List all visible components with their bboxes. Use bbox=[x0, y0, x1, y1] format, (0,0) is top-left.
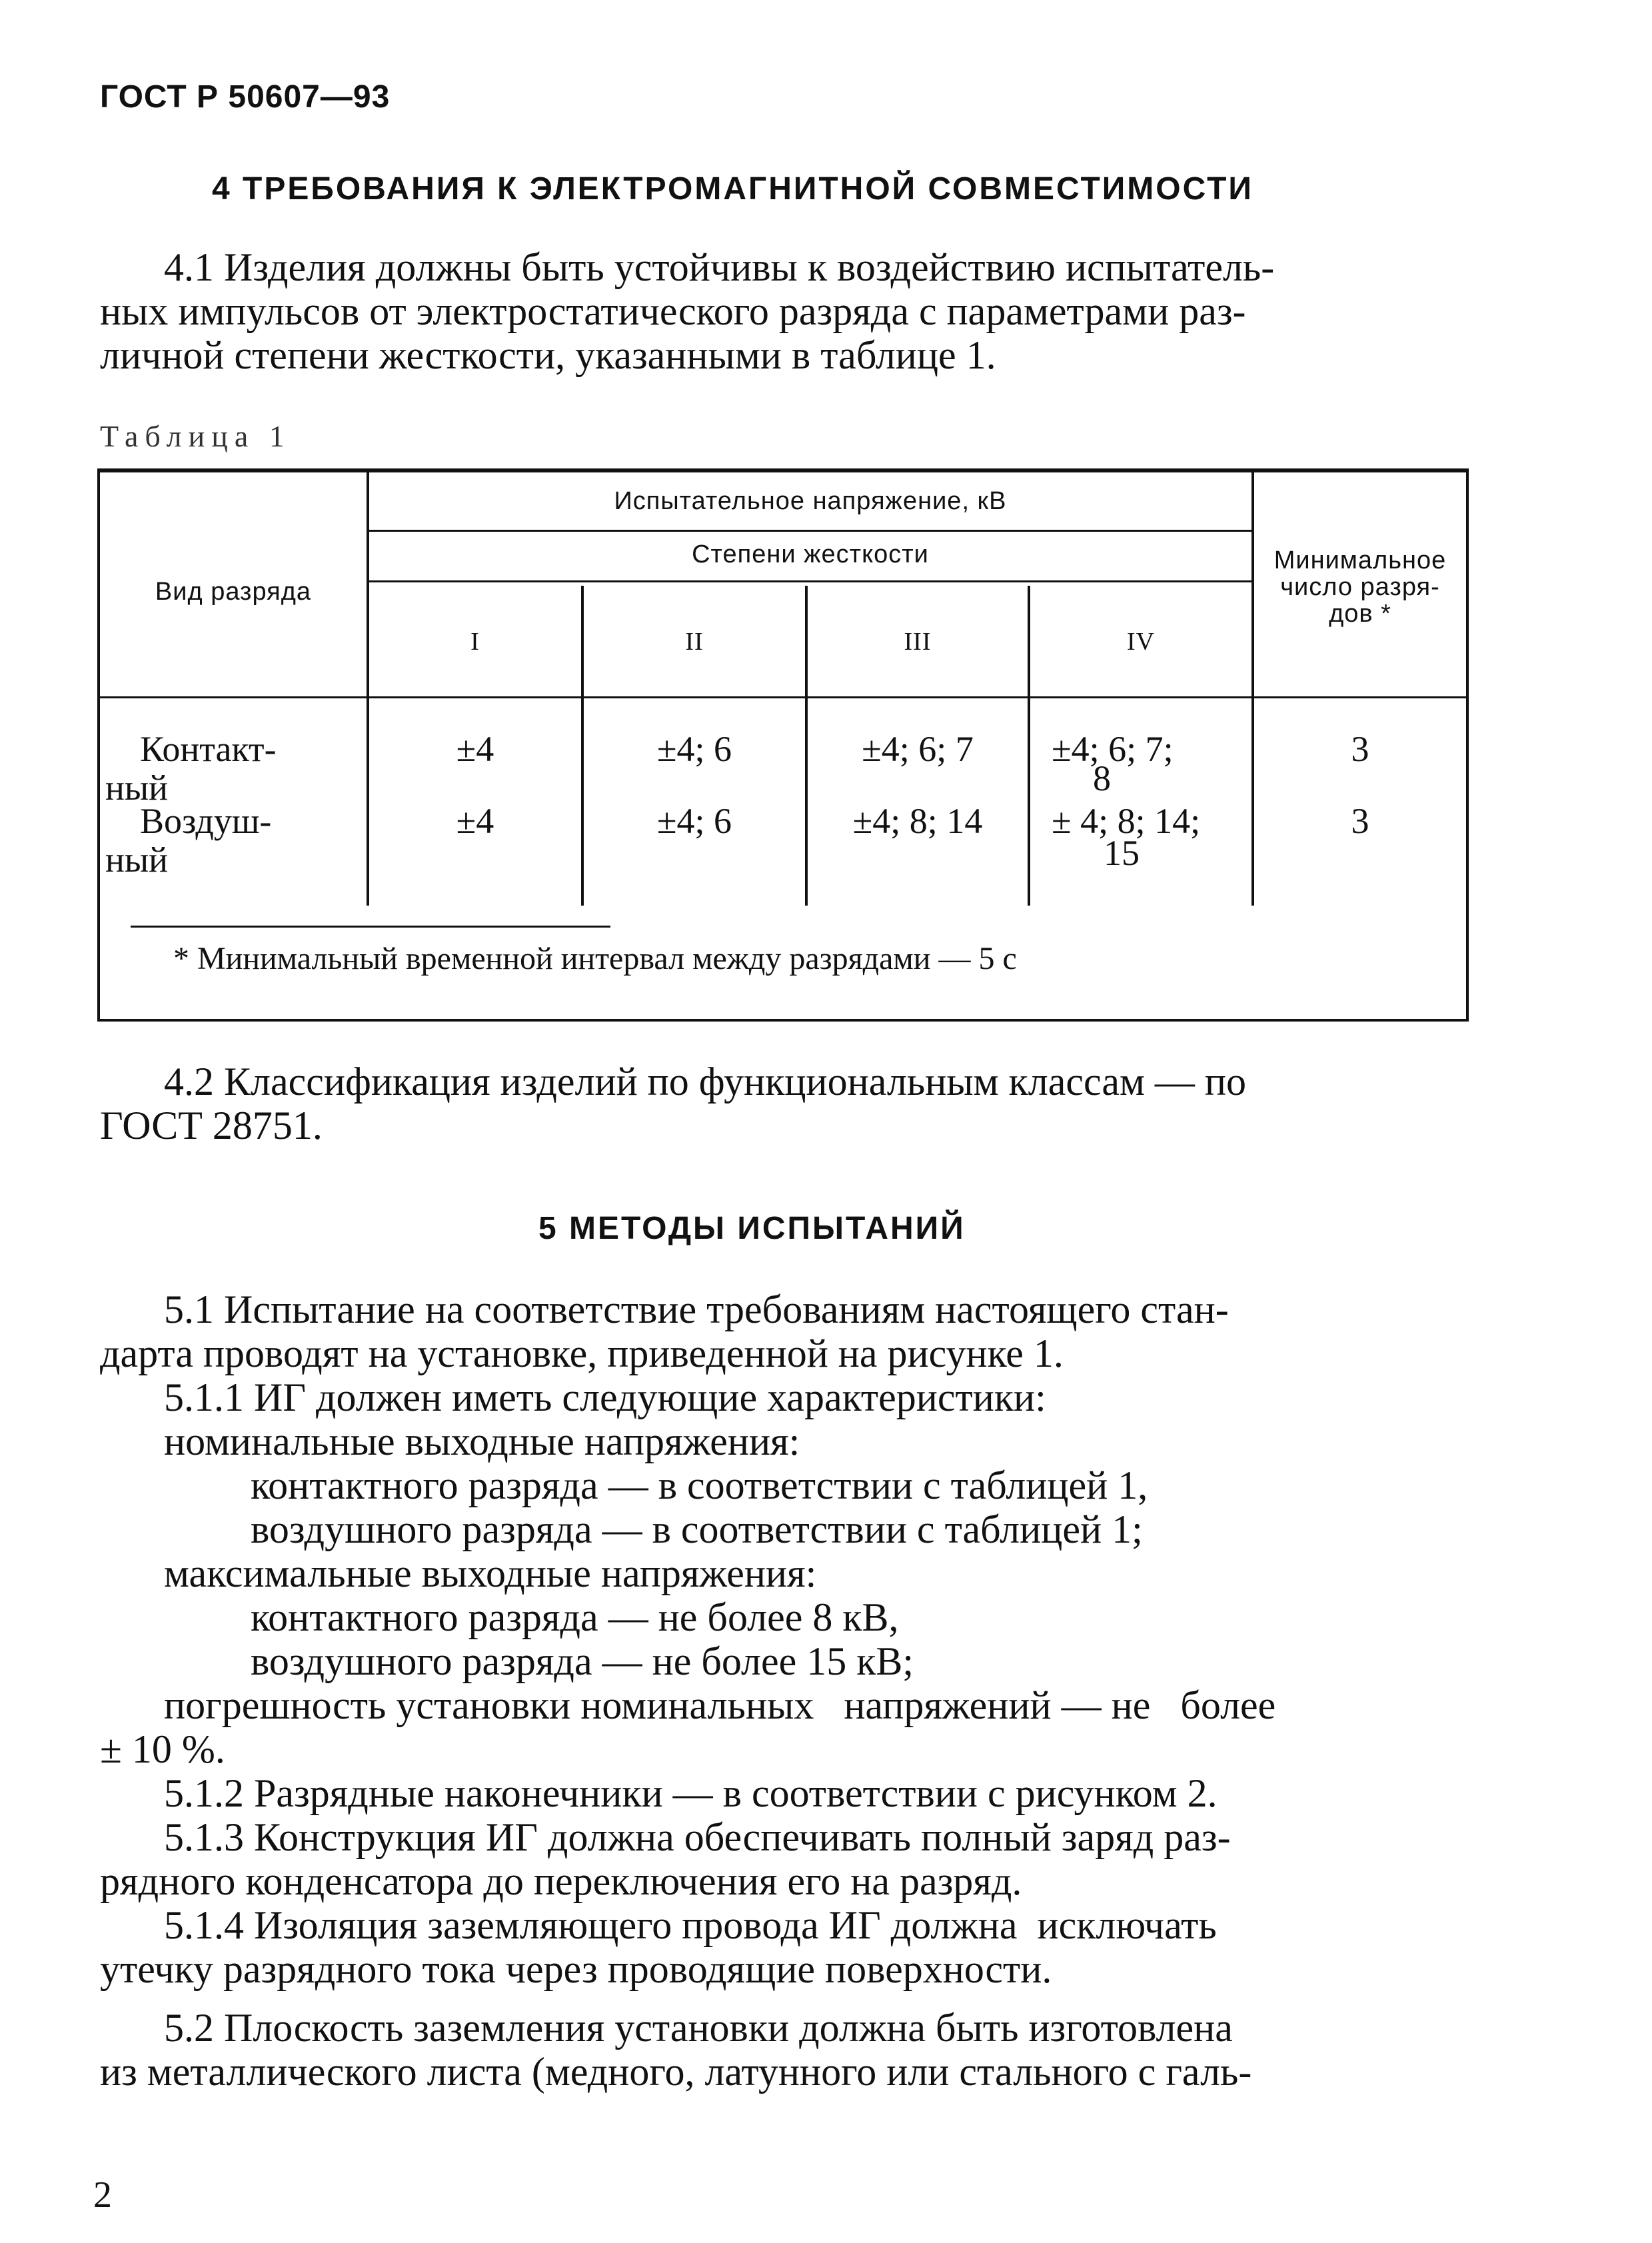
page-number: 2 bbox=[93, 2174, 112, 2216]
body-line: погрешность установки номинальных напряжений — не более bbox=[164, 1683, 1276, 1727]
cell-text: ± 4; 8; 14; bbox=[1052, 801, 1201, 841]
table-rule bbox=[369, 580, 1251, 582]
cell-text: Контакт- bbox=[140, 729, 277, 769]
document-header: ГОСТ Р 50607—93 bbox=[100, 79, 391, 115]
header-level-1: I bbox=[470, 628, 480, 656]
body-line: 5.1.3 Конструкция ИГ должна обеспечивать полный заряд раз- bbox=[164, 1815, 1231, 1859]
header-min-count-line: дов * bbox=[1329, 600, 1391, 628]
header-min-count-line: число разря- bbox=[1280, 573, 1440, 601]
body-line: воздушного разряда — не более 15 кВ; bbox=[251, 1639, 914, 1683]
paragraph-4-1-line: ных импульсов от электростатического разряда с параметрами раз- bbox=[100, 289, 1246, 333]
paragraph-4-2-line: ГОСТ 28751. bbox=[100, 1104, 323, 1147]
table-caption: Таблица 1 bbox=[100, 419, 291, 453]
header-level-2: II bbox=[685, 628, 704, 656]
header-severity-levels: Степени жесткости bbox=[692, 540, 929, 568]
cell-text: 8 bbox=[1093, 758, 1111, 798]
cell-air-level-3: ±4; 8; 14 bbox=[852, 801, 983, 841]
cell-contact-min: 3 bbox=[1351, 729, 1369, 769]
body-line: 5.1.1 ИГ должен иметь следующие характеристики: bbox=[164, 1375, 1046, 1419]
body-line: дарта проводят на установке, приведенной на рисунке 1. bbox=[100, 1331, 1064, 1375]
header-discharge-type: Вид разряда bbox=[155, 578, 312, 606]
body-line: 5.1.4 Изоляция заземляющего провода ИГ должна исключать bbox=[164, 1903, 1217, 1947]
cell-contact-level-4 bbox=[1052, 730, 1174, 798]
footnote-rule bbox=[131, 926, 610, 928]
body-line: максимальные выходные напряжения: bbox=[164, 1551, 817, 1595]
body-line: утечку разрядного тока через проводящие поверхности. bbox=[100, 1947, 1052, 1991]
header-min-count bbox=[1254, 547, 1466, 627]
cell-air-level-1: ±4 bbox=[456, 801, 494, 841]
section-5-title: 5 МЕТОДЫ ИСПЫТАНИЙ bbox=[538, 1211, 966, 1246]
table-rule bbox=[1251, 472, 1254, 906]
body-line: рядного конденсатора до переключения его на разряд. bbox=[100, 1859, 1022, 1903]
paragraph-4-1-line: личной степени жесткости, указанными в таблице 1. bbox=[100, 333, 996, 377]
table-rule bbox=[369, 530, 1251, 532]
table-1 bbox=[97, 468, 1469, 1022]
cell-contact-level-3: ±4; 6; 7 bbox=[862, 729, 974, 769]
body-line: ± 10 %. bbox=[100, 1727, 225, 1771]
body-line: контактного разряда — не более 8 кВ, bbox=[251, 1595, 899, 1639]
header-level-4: IV bbox=[1126, 628, 1156, 656]
table-rule bbox=[367, 472, 369, 906]
cell-air-level-4 bbox=[1052, 802, 1200, 872]
cell-text: ±4; 6; 7; bbox=[1052, 729, 1174, 769]
row-air-kind: Воздуш- bbox=[140, 801, 272, 841]
paragraph-4-2-line: 4.2 Классификация изделий по функциональным классам — по bbox=[164, 1060, 1247, 1104]
header-min-count-line: Минимальное bbox=[1273, 546, 1447, 574]
row-contact-kind-cont: ный bbox=[105, 768, 169, 808]
table-rule bbox=[100, 696, 1466, 698]
cell-text: 15 bbox=[1104, 833, 1140, 873]
body-line: воздушного разряда — в соответствии с таблицей 1; bbox=[251, 1507, 1143, 1551]
body-line: контактного разряда — в соответствии с таблицей 1, bbox=[251, 1463, 1148, 1507]
table-footnote: * Минимальный временной интервал между разрядами — 5 с bbox=[173, 941, 1017, 976]
cell-air-min: 3 bbox=[1351, 801, 1369, 841]
section-4-title: 4 ТРЕБОВАНИЯ К ЭЛЕКТРОМАГНИТНОЙ СОВМЕСТИМОСТИ bbox=[212, 171, 1253, 207]
paragraph-4-1-line: 4.1 Изделия должны быть устойчивы к воздействию испытатель- bbox=[164, 245, 1275, 289]
body-line: номинальные выходные напряжения: bbox=[164, 1419, 800, 1463]
body-line: 5.1 Испытание на соответствие требованиям настоящего стан- bbox=[164, 1287, 1229, 1331]
header-test-voltage: Испытательное напряжение, кВ bbox=[614, 487, 1007, 515]
body-line: из металлического листа (медного, латунного или стального с галь- bbox=[100, 2050, 1252, 2094]
body-line: 5.1.2 Разрядные наконечники — в соответствии с рисунком 2. bbox=[164, 1771, 1218, 1815]
row-contact-kind bbox=[140, 730, 277, 768]
cell-contact-level-2: ±4; 6 bbox=[656, 729, 732, 769]
header-level-3: III bbox=[904, 628, 932, 656]
row-air-kind-cont: ный bbox=[105, 840, 169, 880]
cell-contact-level-1: ±4 bbox=[456, 729, 494, 769]
body-line: 5.2 Плоскость заземления установки должна быть изготовлена bbox=[164, 2006, 1233, 2050]
cell-air-level-2: ±4; 6 bbox=[656, 801, 732, 841]
